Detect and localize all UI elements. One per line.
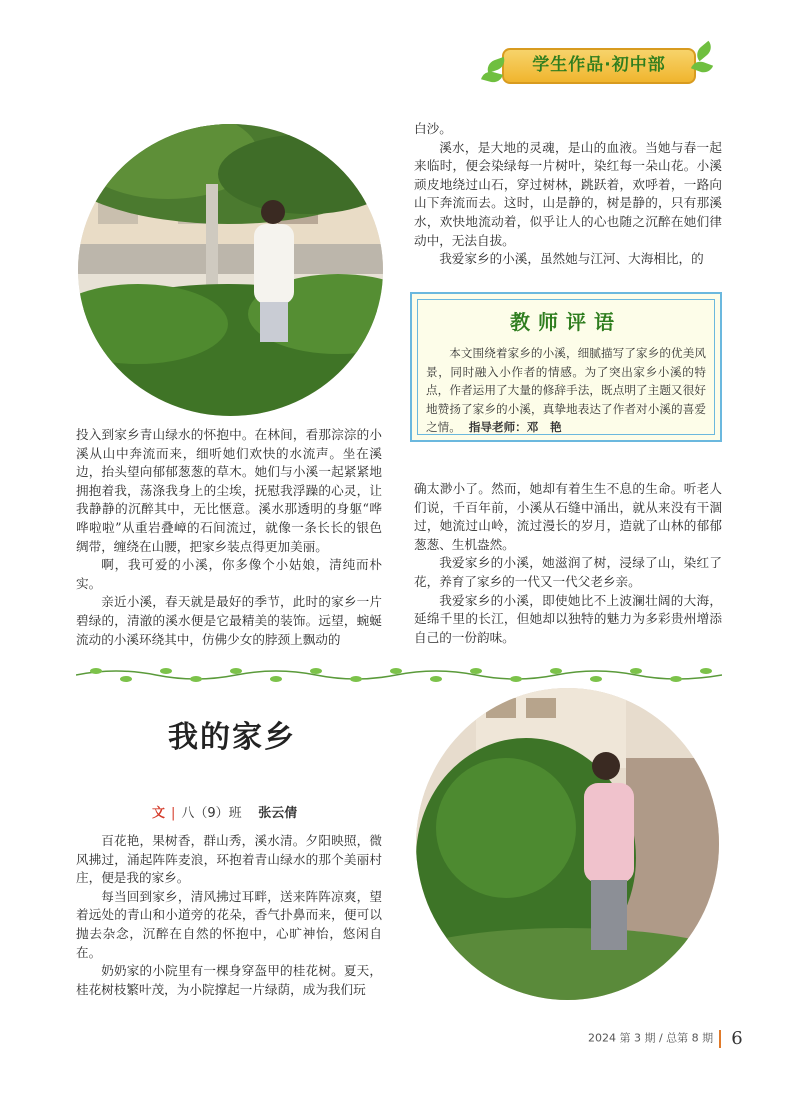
paragraph: 奶奶家的小院里有一棵身穿盔甲的桂花树。夏天，桂花树枝繁叶茂，为小院撑起一片绿荫，成为我们玩 xyxy=(76,963,382,997)
paragraph: 每当回到家乡，清风拂过耳畔，送来阵阵凉爽，望着远处的青山和小道旁的花朵，香气扑鼻而来，便可以抛去杂念，沉醉在自然的怀抱中，心旷神怡，悠闲自在。 xyxy=(76,888,382,960)
paragraph: 啊，我可爱的小溪，你多像个小姑娘，清纯而朴实。 xyxy=(76,557,382,591)
page-footer xyxy=(588,1028,743,1049)
issue-info: 2024 第 3 期 / 总第 8 期 xyxy=(588,1031,714,1045)
article1-right-text-continued xyxy=(414,480,722,647)
paragraph: 确太渺小了。然而，她却有着生生不息的生命。听老人们说，千百年前，小溪从石缝中涌出，就从来没有干涸过，她流过山岭，流过漫长的岁月，造就了山林的郁郁葱葱、生机盎然。 xyxy=(414,481,722,552)
teacher-comment-title: 教师评语 xyxy=(510,310,622,334)
teacher-comment-body xyxy=(426,344,706,437)
section-banner xyxy=(482,40,712,86)
byline-label: 文 xyxy=(152,806,166,821)
student-photo-2 xyxy=(416,688,719,1000)
byline-author: 张云倩 xyxy=(258,806,298,821)
banner-title: 学生作品·初中部 xyxy=(532,55,666,75)
article1-right-text xyxy=(414,120,722,269)
byline-class: 八（9）班 xyxy=(181,806,242,821)
teacher-comment-text: 本文围绕着家乡的小溪，细腻描写了家乡的优美风景，同时融入小作者的情感。为了突出家乡小溪的特点，作者运用了大量的修辞手法，既点明了主题又很好地赞扬了家乡的小溪，真挚地表达了作者对小溪的喜爱之情。 xyxy=(426,346,706,434)
paragraph: 百花艳，果树香，群山秀，溪水清。夕阳映照，微风拂过，涌起阵阵麦浪，环抱着青山绿水的那个美丽村庄，便是我的家乡。 xyxy=(76,833,382,886)
teacher-signature: 指导老师：邓 艳 xyxy=(468,420,562,434)
paragraph: 白沙。 xyxy=(414,121,452,136)
page-number: 6 xyxy=(731,1028,743,1049)
paragraph: 投入到家乡青山绿水的怀抱中。在林间，看那淙淙的小溪从山中奔流而来，细听她们欢快的水流声。坐在溪边，抬头望向郁郁葱葱的草木。她们与小溪一起紧紧地拥抱着我，荡涤我身上的尘埃，抚慰我浮躁的心灵，让我静静的沉醉其中，无比惬意。溪水那透明的身躯“哗哗啦啦”从重岩叠嶂的石间流过，就像一条长长的银色绸带，缠绕在山腰，把家乡装点得更加美丽。 xyxy=(76,427,382,554)
student-photo-1 xyxy=(78,124,383,416)
article2-title: 我的家乡 xyxy=(168,720,296,755)
article2-byline: 文 | 八（9）班 张云倩 xyxy=(152,806,298,821)
paragraph: 我爱家乡的小溪，她滋润了树，浸绿了山，染红了花，养育了家乡的一代又一代父老乡亲。 xyxy=(414,555,722,589)
article1-left-text xyxy=(76,426,382,649)
vine-divider xyxy=(76,665,722,685)
article2-text xyxy=(76,832,382,999)
teacher-comment-box xyxy=(410,292,722,442)
paragraph: 溪水，是大地的灵魂，是山的血液。当她与春一起来临时，便会染绿每一片树叶，染红每一朵山花。小溪顽皮地绕过山石，穿过树林，跳跃着，欢呼着，一路向山下奔流而去。这时，山是静的，树是静的，只有那溪水，欢快地流动着，似乎让人的心也随之沉醉在她们律动中，无法自拔。 xyxy=(414,139,722,248)
paragraph: 亲近小溪，春天就是最好的季节，此时的家乡一片碧绿的，清澈的溪水便是它最精美的装饰。远望，蜿蜒流动的小溪环绕其中，仿佛少女的脖颈上飘动的 xyxy=(76,594,382,647)
paragraph: 我爱家乡的小溪，虽然她与江河、大海相比，的 xyxy=(439,251,704,267)
paragraph: 我爱家乡的小溪，即使她比不上波澜壮阔的大海，延绵千里的长江，但她却以独特的魅力为多彩贵州增添自己的一份韵味。 xyxy=(414,592,722,645)
